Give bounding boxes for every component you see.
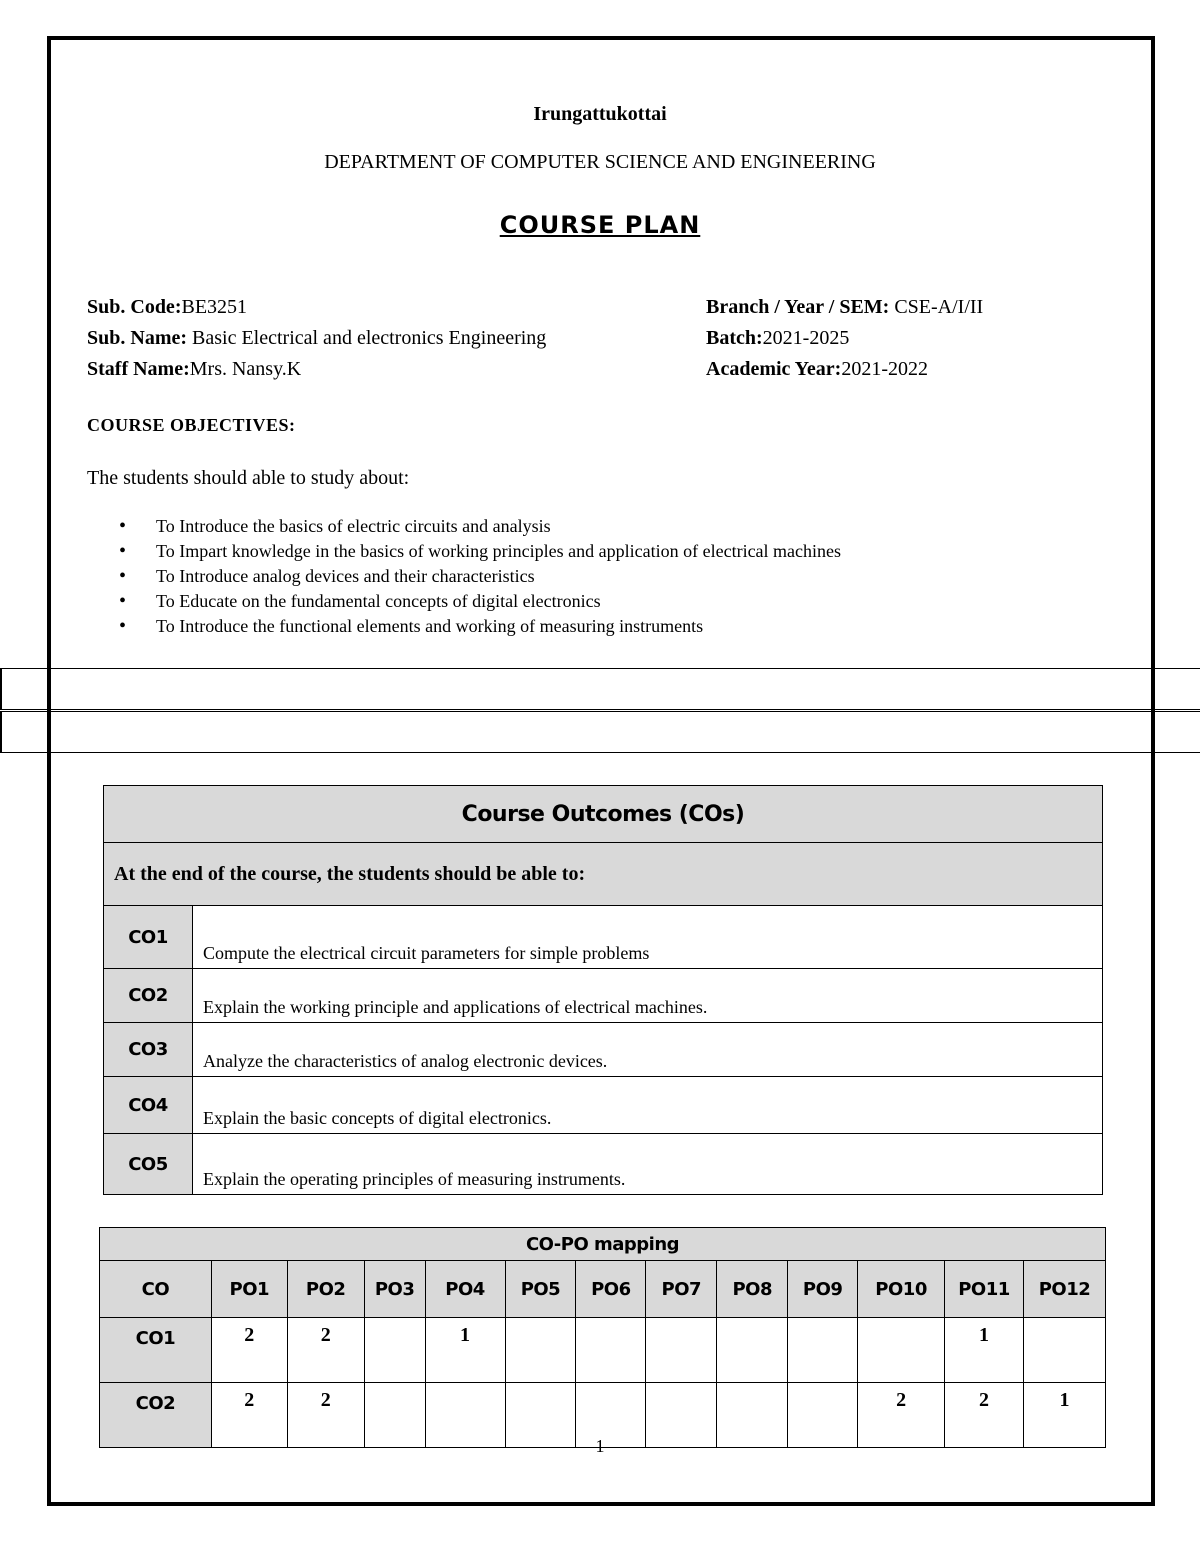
co-po-mapping-table xyxy=(99,1227,1106,1448)
mapping-header-po12: PO12 xyxy=(1023,1261,1105,1318)
staff-line xyxy=(87,358,301,381)
objective-item: • To Educate on the fundamental concepts of digital electronics xyxy=(117,589,841,614)
mapping-header-po5: PO5 xyxy=(505,1261,576,1318)
mapping-cell: 1 xyxy=(425,1318,505,1383)
objectives-intro: The students should able to study about: xyxy=(87,467,410,489)
branch-value: CSE-A/I/II xyxy=(894,296,984,318)
mapping-cell xyxy=(1023,1318,1105,1383)
mapping-header-po9: PO9 xyxy=(788,1261,858,1318)
mapping-cell xyxy=(576,1318,646,1383)
institution-name: Irungattukottai xyxy=(533,103,667,125)
co-description: Compute the electrical circuit parameters for simple problems xyxy=(193,906,1103,969)
mapping-header-po10: PO10 xyxy=(858,1261,945,1318)
sub-code-line xyxy=(87,296,247,319)
mapping-cell xyxy=(788,1318,858,1383)
mapping-cell xyxy=(717,1318,788,1383)
academic-year-line xyxy=(706,358,928,381)
objectives-title: COURSE OBJECTIVES: xyxy=(87,415,296,435)
co-code: CO4 xyxy=(104,1077,193,1134)
sub-name-value: Basic Electrical and electronics Engineering xyxy=(192,327,547,349)
objective-item: • To Introduce the functional elements and working of measuring instruments xyxy=(117,614,841,639)
sub-name-label: Sub. Name: xyxy=(87,327,188,349)
co-code: CO2 xyxy=(104,969,193,1023)
department-name: DEPARTMENT OF COMPUTER SCIENCE AND ENGINEERING xyxy=(324,151,876,173)
mapping-title: CO-PO mapping xyxy=(100,1228,1106,1261)
mapping-header-po6: PO6 xyxy=(576,1261,646,1318)
staff-label: Staff Name: xyxy=(87,358,190,380)
objective-item: • To Impart knowledge in the basics of working principles and application of electrical machines xyxy=(117,539,841,564)
empty-table-divider xyxy=(50,669,51,709)
page-number: 1 xyxy=(595,1436,605,1456)
course-outcomes-table xyxy=(103,785,1103,1195)
objective-item: • To Introduce the basics of electric circuits and analysis xyxy=(117,514,841,539)
mapping-cell: 2 xyxy=(945,1383,1024,1448)
academic-year-label: Academic Year: xyxy=(706,358,842,380)
academic-year-value: 2021-2022 xyxy=(841,358,928,380)
mapping-header-po1: PO1 xyxy=(211,1261,287,1318)
mapping-cell xyxy=(858,1318,945,1383)
mapping-row-co: CO2 xyxy=(100,1383,212,1448)
course-outcomes-subtitle: At the end of the course, the students should be able to: xyxy=(104,843,1103,906)
batch-value: 2021-2025 xyxy=(762,327,850,349)
co-description: Analyze the characteristics of analog electronic devices. xyxy=(193,1023,1103,1077)
mapping-cell: 1 xyxy=(1023,1383,1105,1448)
sub-code-label: Sub. Code: xyxy=(87,296,182,318)
mapping-header-po2: PO2 xyxy=(287,1261,364,1318)
branch-label: Branch / Year / SEM: xyxy=(706,296,890,318)
co-description: Explain the working principle and applications of electrical machines. xyxy=(193,969,1103,1023)
empty-table-divider xyxy=(50,712,51,752)
mapping-header-po8: PO8 xyxy=(717,1261,788,1318)
mapping-header-po7: PO7 xyxy=(646,1261,717,1318)
empty-table-row xyxy=(0,711,1200,753)
page-title: COURSE PLAN xyxy=(499,211,701,239)
mapping-cell: 2 xyxy=(211,1383,287,1448)
branch-line xyxy=(706,296,983,319)
objectives-list xyxy=(117,514,841,639)
mapping-header-po11: PO11 xyxy=(945,1261,1024,1318)
course-outcomes-title: Course Outcomes (COs) xyxy=(104,786,1103,843)
mapping-cell xyxy=(505,1318,576,1383)
mapping-cell: 2 xyxy=(287,1383,364,1448)
co-description: Explain the operating principles of measuring instruments. xyxy=(193,1134,1103,1195)
mapping-cell: 2 xyxy=(211,1318,287,1383)
empty-table-row xyxy=(0,668,1200,710)
co-code: CO1 xyxy=(104,906,193,969)
mapping-cell: 2 xyxy=(287,1318,364,1383)
mapping-header-po4: PO4 xyxy=(425,1261,505,1318)
mapping-cell xyxy=(364,1318,425,1383)
sub-code-value: BE3251 xyxy=(181,296,248,318)
mapping-header-po3: PO3 xyxy=(364,1261,425,1318)
sub-name-line xyxy=(87,327,546,350)
staff-value: Mrs. Nansy.K xyxy=(189,358,302,380)
co-code: CO3 xyxy=(104,1023,193,1077)
mapping-row-co: CO1 xyxy=(100,1318,212,1383)
co-code: CO5 xyxy=(104,1134,193,1195)
batch-label: Batch: xyxy=(706,327,763,349)
mapping-cell: 1 xyxy=(945,1318,1024,1383)
mapping-cell xyxy=(646,1318,717,1383)
mapping-cell: 2 xyxy=(858,1383,945,1448)
objective-item: • To Introduce analog devices and their characteristics xyxy=(117,564,841,589)
batch-line xyxy=(706,327,849,350)
co-description: Explain the basic concepts of digital electronics. xyxy=(193,1077,1103,1134)
mapping-header-co: CO xyxy=(100,1261,212,1318)
